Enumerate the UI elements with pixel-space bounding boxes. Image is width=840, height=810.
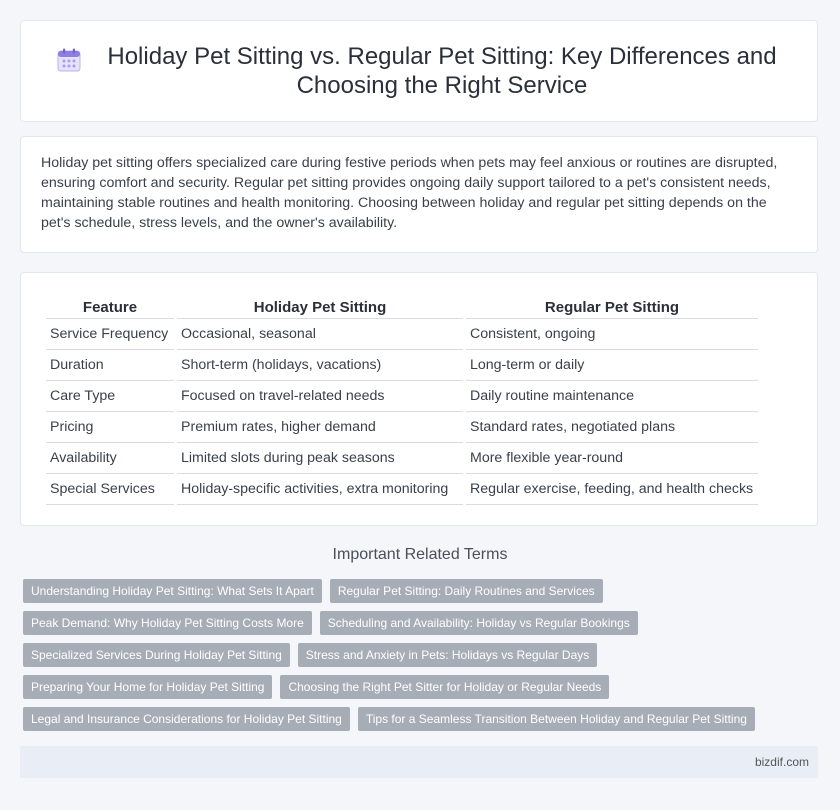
table-cell: Short-term (holidays, vacations) — [177, 350, 463, 381]
table-cell: Long-term or daily — [466, 350, 758, 381]
table-cell: Availability — [46, 443, 174, 474]
related-terms-heading: Important Related Terms — [332, 546, 508, 563]
tag-row — [23, 643, 823, 667]
table-cell: Regular exercise, feeding, and health checks — [466, 474, 758, 505]
tag-row — [23, 579, 823, 603]
table-cell: More flexible year-round — [466, 443, 758, 474]
column-header-holiday: Holiday Pet Sitting — [177, 295, 463, 319]
related-terms-list — [23, 579, 823, 739]
related-term-link[interactable]: Preparing Your Home for Holiday Pet Sitting — [23, 675, 272, 699]
table-cell: Standard rates, negotiated plans — [466, 412, 758, 443]
table-cell: Premium rates, higher demand — [177, 412, 463, 443]
intro-paragraph: Holiday pet sitting offers specialized care during festive periods when pets may feel anxious or routines are disrupted, ensuring comfort and security. Regular pet sitting provides ongoing daily support tailored to a pet's consistent needs, maintaining stable routines and health monitoring. Choosing between holiday and regular pet sitting depends on the pet's schedule, stress levels, and the owner's availability. — [41, 155, 778, 231]
related-term-link[interactable]: Legal and Insurance Considerations for Holiday Pet Sitting — [23, 707, 350, 731]
related-term-link[interactable]: Choosing the Right Pet Sitter for Holiday or Regular Needs — [280, 675, 609, 699]
table-cell: Focused on travel-related needs — [177, 381, 463, 412]
table-cell: Occasional, seasonal — [177, 319, 463, 350]
table-row — [46, 350, 758, 381]
comparison-table-card — [20, 272, 818, 526]
column-header-regular: Regular Pet Sitting — [466, 295, 758, 319]
table-row — [46, 412, 758, 443]
related-term-link[interactable]: Tips for a Seamless Transition Between Holiday and Regular Pet Sitting — [358, 707, 755, 731]
tag-row — [23, 611, 823, 635]
table-header-row — [46, 295, 758, 319]
header-card — [20, 20, 818, 122]
table-cell: Care Type — [46, 381, 174, 412]
table-cell: Consistent, ongoing — [466, 319, 758, 350]
table-cell: Service Frequency — [46, 319, 174, 350]
table-cell: Holiday-specific activities, extra monitoring — [177, 474, 463, 505]
table-cell: Duration — [46, 350, 174, 381]
table-row — [46, 474, 758, 505]
table-cell: Special Services — [46, 474, 174, 505]
title-wrap — [26, 42, 812, 100]
table-row — [46, 319, 758, 350]
column-header-feature: Feature — [46, 295, 174, 319]
tag-row — [23, 707, 823, 731]
tag-row — [23, 675, 823, 699]
comparison-table — [43, 295, 761, 505]
page-title: Holiday Pet Sitting vs. Regular Pet Sitting: Key Differences and Choosing the Right Service — [107, 43, 777, 99]
table-cell: Pricing — [46, 412, 174, 443]
related-term-link[interactable]: Regular Pet Sitting: Daily Routines and Services — [330, 579, 603, 603]
table-row — [46, 381, 758, 412]
table-cell: Daily routine maintenance — [466, 381, 758, 412]
related-term-link[interactable]: Understanding Holiday Pet Sitting: What Sets It Apart — [23, 579, 322, 603]
footer — [20, 746, 818, 778]
related-term-link[interactable]: Peak Demand: Why Holiday Pet Sitting Costs More — [23, 611, 312, 635]
footer-brand[interactable]: bizdif.com — [754, 755, 809, 769]
related-term-link[interactable]: Specialized Services During Holiday Pet Sitting — [23, 643, 290, 667]
calendar-icon — [56, 47, 82, 73]
related-term-link[interactable]: Scheduling and Availability: Holiday vs Regular Bookings — [320, 611, 638, 635]
intro-card — [20, 136, 818, 253]
related-term-link[interactable]: Stress and Anxiety in Pets: Holidays vs Regular Days — [298, 643, 597, 667]
table-row — [46, 443, 758, 474]
table-cell: Limited slots during peak seasons — [177, 443, 463, 474]
